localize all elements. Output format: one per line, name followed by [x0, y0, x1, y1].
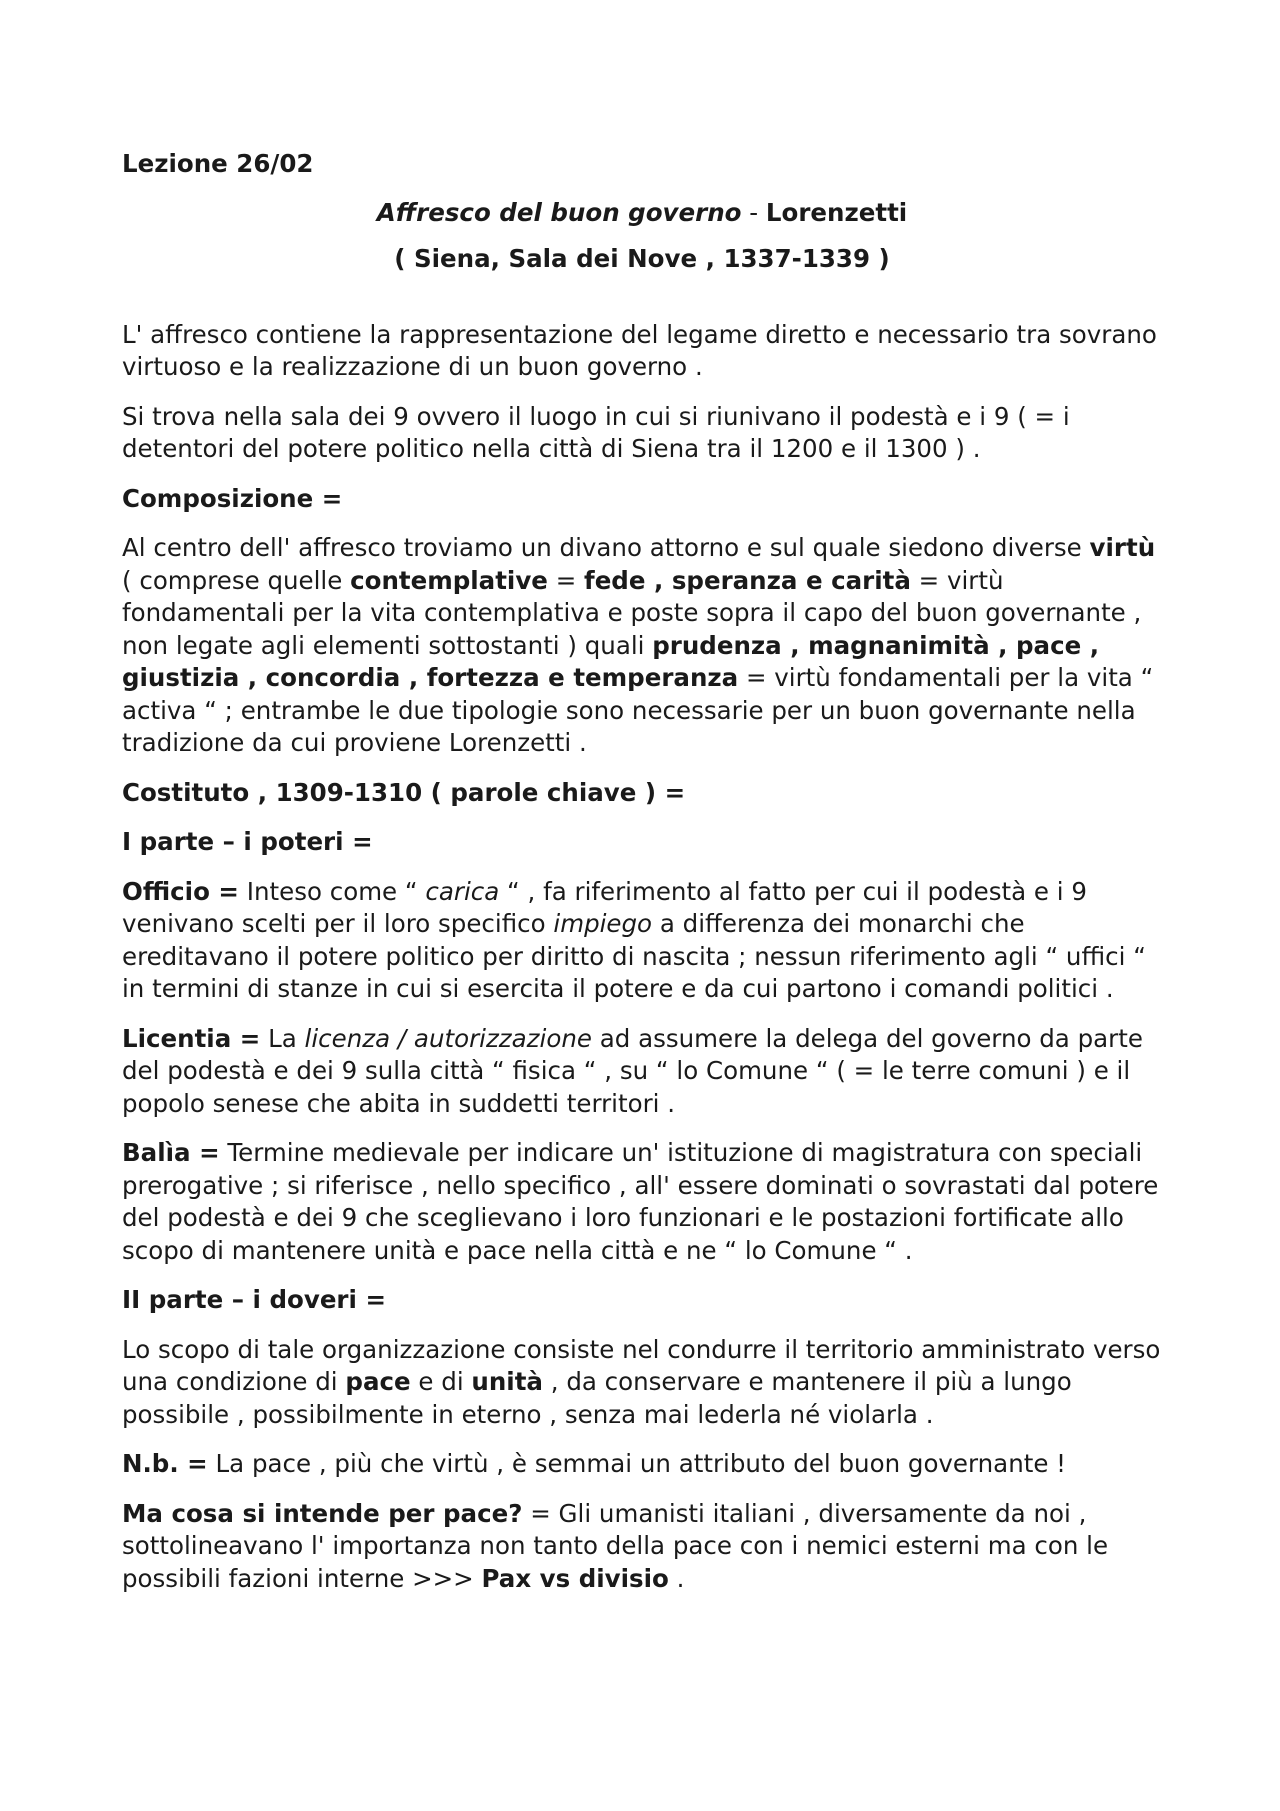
parte1-heading: I parte – i poteri = — [122, 827, 373, 856]
fresco-subtitle: ( Siena, Sala dei Nove , 1337-1339 ) — [394, 244, 890, 273]
composizione-heading: Composizione = — [122, 483, 343, 513]
spacer — [122, 293, 1162, 319]
pace-question: Ma cosa si intende per pace? — [122, 1498, 523, 1528]
nb-paragraph: N.b. = La pace , più che virtù , è semmai un attributo del buon governante ! — [122, 1449, 1067, 1478]
costituto-heading: Costituto , 1309-1310 ( parole chiave ) = — [122, 777, 686, 807]
nb-label: N.b. = — [122, 1449, 208, 1478]
fresco-work-title: Affresco del buon governo — [376, 197, 742, 227]
lesson-title: Lezione 26/02 — [122, 149, 314, 178]
intro-paragraph-1: L' affresco contiene la rappresentazione del legame diretto e necessario tra sovrano virtuoso e la realizzazione di un buon governo . — [122, 319, 1157, 381]
balia-paragraph: Balìa = Termine medievale per indicare un' istituzione di magistratura con speciali prerogative ; si riferisce , nello specifico , all' essere dominati o sovrastati dal potere del podestà e dei 9 che sceglievano i loro funzionari e le postazioni fortificate allo scopo di mantenere unità e pace nella città e ne “ lo Comune “ . — [122, 1138, 1159, 1265]
doveri-paragraph: Lo scopo di tale organizzazione consiste nel condurre il territorio amministrato verso una condizione di pace e di unità , da conservare e mantenere il più a lungo possibile , possibilmente in eterno , senza mai lederla né violarla . — [122, 1334, 1161, 1429]
composizione-paragraph: Al centro dell' affresco troviamo un divano attorno e sul quale siedono diverse virtù ( comprese quelle contemplative = fede , speranza e carità = virtù fondamentali per la vita contemplativa e poste sopra il capo del buon governante , non legate agli elementi sottostanti ) quali prudenza , magnanimità , pace , giustizia , concordia , fortezza e temperanza = virtù fondamentali per la vita “ activa “ ; entrambe le due tipologie sono necessarie per un buon governante nella tradizione da cui proviene Lorenzetti . — [122, 533, 1156, 757]
document-page — [122, 148, 1162, 1612]
balia-label: Balìa = — [122, 1138, 220, 1167]
pace-paragraph: Ma cosa si intende per pace? = Gli umanisti italiani , diversamente da noi , sottolineavano l' importanza non tanto della pace con i nemici esterni ma con le possibili fazioni interne >>> Pax vs divisio . — [122, 1498, 1109, 1593]
licentia-label: Licentia = — [122, 1023, 261, 1053]
parte2-heading: II parte – i doveri = — [122, 1285, 386, 1314]
officio-label: Officio = — [122, 876, 239, 906]
title-dash: - — [741, 197, 766, 227]
officio-paragraph: Officio = Inteso come “ carica “ , fa riferimento al fatto per cui il podestà e i 9 venivano scelti per il loro specifico impiego a differenza dei monarchi che ereditavano il potere politico per diritto di nascita ; nessun riferimento agli “ uffici “ in termini di stanze in cui si esercita il potere e da cui partono i comandi politici . — [122, 876, 1146, 1003]
licentia-paragraph: Licentia = La licenza / autorizzazione ad assumere la delega del governo da parte del podestà e dei 9 sulla città “ fisica “ , su “ lo Comune “ ( = le terre comuni ) e il popolo senese che abita in suddetti territori . — [122, 1023, 1143, 1118]
fresco-title — [122, 197, 1162, 230]
intro-paragraph-2: Si trova nella sala dei 9 ovvero il luogo in cui si riunivano il podestà e i 9 ( = i detentori del potere politico nella città di Siena tra il 1200 e il 1300 ) . — [122, 401, 1070, 463]
fresco-author: Lorenzetti — [765, 197, 908, 227]
